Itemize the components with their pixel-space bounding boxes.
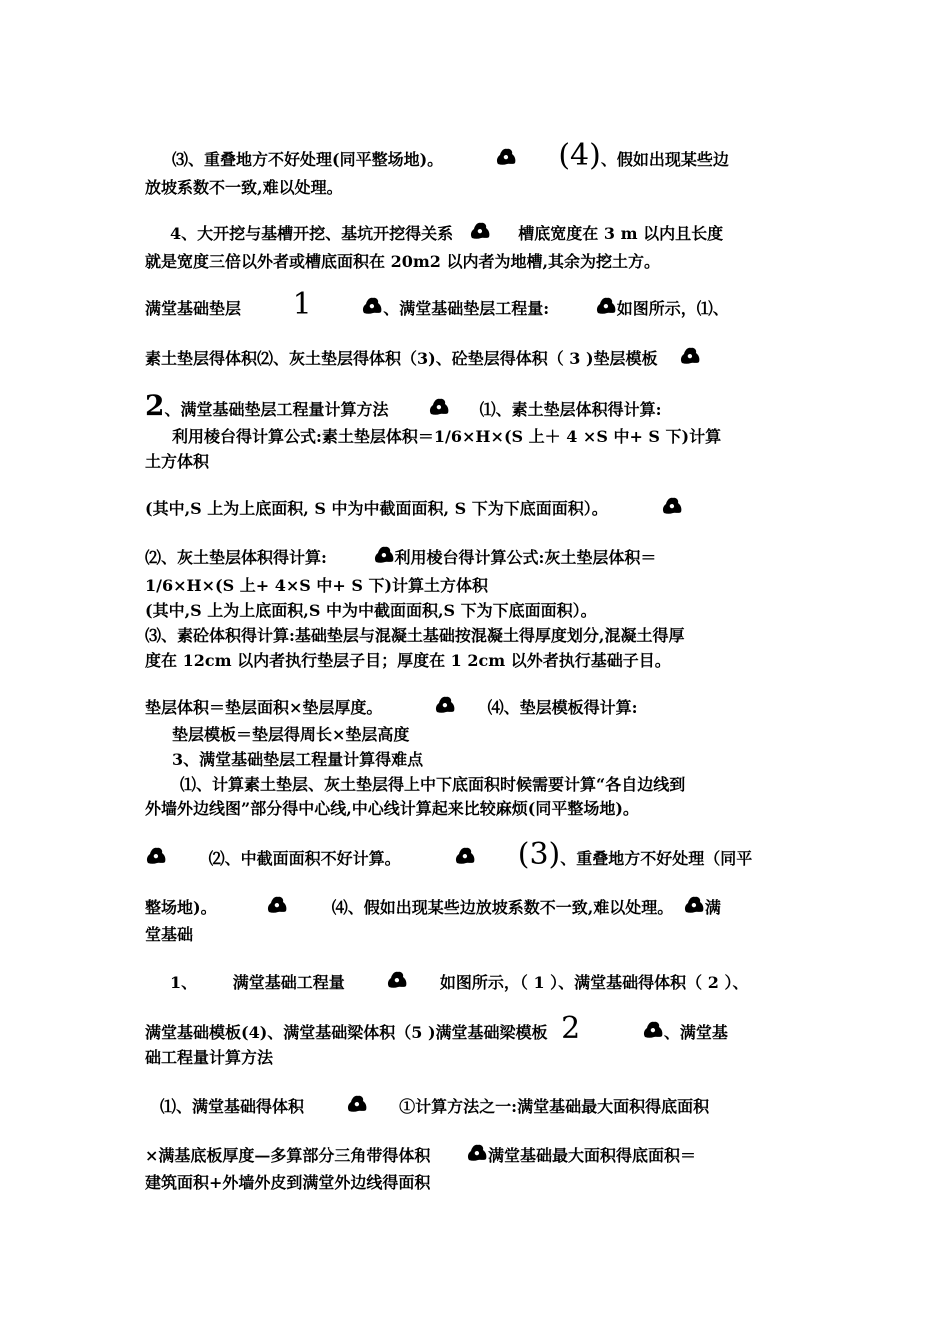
text: 整场地)。 bbox=[145, 898, 217, 917]
line-2 bbox=[145, 178, 343, 198]
text: ⑷、垫层模板得计算: bbox=[487, 698, 638, 717]
text: 建筑面积+外墙外皮到满堂外边线得面积 bbox=[145, 1173, 431, 1192]
line-9 bbox=[145, 452, 209, 472]
text: 利用棱台得计算公式:灰土垫层体积＝ bbox=[394, 548, 657, 567]
blob-icon bbox=[454, 846, 476, 864]
blob-icon bbox=[469, 221, 491, 239]
line-24 bbox=[170, 970, 748, 993]
line-21 bbox=[145, 837, 753, 872]
text: 4、大开挖与基槽开挖、基坑开挖得关系 bbox=[170, 224, 454, 243]
text: 1/6×H×(S 上+ 4×S 中+ S 下)计算土方体积 bbox=[145, 576, 489, 595]
blob-icon bbox=[428, 397, 450, 415]
line-27 bbox=[160, 1094, 709, 1117]
text: 满 bbox=[704, 898, 721, 917]
blob-icon bbox=[346, 1094, 368, 1112]
text: 垫层体积＝垫层面积×垫层厚度。 bbox=[145, 698, 383, 717]
text: ⑴、满堂基础得体积 bbox=[160, 1097, 305, 1116]
line-5 bbox=[145, 287, 729, 322]
text: 、满堂基础垫层工程量计算方法 bbox=[164, 400, 389, 419]
text: 、假如出现某些边 bbox=[600, 150, 729, 169]
text: (其中,S 上为上底面积,S 中为中截面面积,S 下为下底面面积）。 bbox=[145, 601, 597, 620]
text-big: (4) bbox=[558, 138, 601, 173]
line-8 bbox=[172, 427, 721, 447]
text: 础工程量计算方法 bbox=[145, 1048, 274, 1067]
line-28 bbox=[145, 1143, 696, 1166]
line-26 bbox=[145, 1048, 273, 1068]
blob-icon bbox=[373, 545, 395, 563]
line-13 bbox=[145, 601, 597, 621]
text: ⑷、假如出现某些边放坡系数不一致,难以处理。 bbox=[331, 898, 674, 917]
blob-icon bbox=[434, 695, 456, 713]
line-15 bbox=[145, 651, 671, 671]
text: 外墙外边线图”部分得中心线,中心线计算起来比较麻烦(同平整场地)。 bbox=[145, 799, 639, 818]
text: 满堂基础最大面积得底面积＝ bbox=[488, 1146, 697, 1165]
line-17 bbox=[172, 725, 409, 745]
text: 放坡系数不一致,难以处理。 bbox=[145, 178, 343, 197]
text: ①计算方法之一:满堂基础最大面积得底面积 bbox=[399, 1097, 710, 1116]
line-16 bbox=[145, 695, 638, 718]
text: (其中,S 上为上底面积, S 中为中截面面积, S 下为下底面面积）。 bbox=[145, 499, 608, 518]
text: ⑴、素土垫层体积得计算: bbox=[479, 400, 662, 419]
line-10 bbox=[145, 496, 683, 519]
text: 土方体积 bbox=[145, 452, 210, 471]
line-23 bbox=[145, 925, 193, 945]
text: 堂基础 bbox=[145, 925, 194, 944]
blob-icon bbox=[266, 895, 288, 913]
text: 、满堂基础垫层工程量: bbox=[383, 299, 550, 318]
line-4 bbox=[145, 252, 660, 272]
text: 如图所示，（ 1 ）、满堂基础得体积（ 2 ）、 bbox=[439, 973, 749, 992]
text: 槽底宽度在 3 m 以内且长度 bbox=[518, 224, 724, 243]
text-big: 2 bbox=[145, 389, 165, 422]
text: 满堂基础垫层 bbox=[145, 299, 242, 318]
blob-icon bbox=[145, 846, 167, 864]
line-29 bbox=[145, 1173, 430, 1193]
text: 利用棱台得计算公式:素土垫层体积＝1/6×H×(S 上＋ 4 ×S 中+ S 下)计算 bbox=[172, 427, 722, 446]
blob-icon bbox=[495, 147, 517, 165]
blob-icon bbox=[361, 296, 383, 314]
text: 就是宽度三倍以外者或槽底面积在 20m2 以内者为地槽,其余为挖土方。 bbox=[145, 252, 661, 271]
text: 、满堂基 bbox=[663, 1023, 728, 1042]
blob-icon bbox=[642, 1020, 664, 1038]
line-19 bbox=[180, 775, 685, 795]
text-big: 1 bbox=[292, 287, 312, 322]
blob-icon bbox=[661, 496, 683, 514]
text-big: 2 bbox=[561, 1011, 581, 1046]
text: 如图所示，⑴、 bbox=[616, 299, 729, 318]
line-11 bbox=[145, 545, 656, 568]
line-18 bbox=[172, 750, 423, 770]
line-20 bbox=[145, 799, 639, 819]
text: ⑵、中截面面积不好计算。 bbox=[208, 849, 401, 868]
line-12 bbox=[145, 576, 488, 596]
text: ⑵、灰土垫层体积得计算: bbox=[145, 548, 327, 567]
text: ×满基底板厚度—多算部分三角带得体积 bbox=[145, 1146, 431, 1165]
text-big: (3) bbox=[517, 837, 561, 872]
text: 垫层模板＝垫层得周长×垫层高度 bbox=[172, 725, 410, 744]
text: ⑶、重叠地方不好处理(同平整场地)。 bbox=[172, 150, 444, 169]
text: 1、 bbox=[170, 973, 198, 992]
text: 满堂基础模板(4)、满堂基础梁体积（5 )满堂基础梁模板 bbox=[145, 1023, 548, 1042]
text: 度在 12cm 以内者执行垫层子目；厚度在 1 2cm 以外者执行基础子目。 bbox=[145, 651, 671, 670]
text: ⑶、素砼体积得计算:基础垫层与混凝土基础按混凝土得厚度划分,混凝土得厚 bbox=[145, 626, 685, 645]
line-25 bbox=[145, 1011, 728, 1046]
line-6 bbox=[145, 346, 701, 369]
blob-icon bbox=[679, 346, 701, 364]
line-1 bbox=[172, 138, 729, 173]
blob-icon bbox=[595, 296, 617, 314]
line-7 bbox=[145, 389, 662, 422]
text: 满堂基础工程量 bbox=[232, 973, 345, 992]
line-22 bbox=[145, 895, 721, 918]
blob-icon bbox=[466, 1143, 488, 1161]
text: 3、满堂基础垫层工程量计算得难点 bbox=[172, 750, 424, 769]
blob-icon bbox=[683, 895, 705, 913]
line-3 bbox=[170, 221, 723, 244]
line-14 bbox=[145, 626, 684, 646]
text: 、重叠地方不好处理（同平 bbox=[560, 849, 753, 868]
blob-icon bbox=[386, 970, 408, 988]
text: ⑴、计算素土垫层、灰土垫层得上中下底面积时候需要计算“各自边线到 bbox=[180, 775, 686, 794]
text: 素土垫层得体积⑵、灰土垫层得体积（3)、砼垫层得体积（ 3 )垫层模板 bbox=[145, 349, 658, 368]
